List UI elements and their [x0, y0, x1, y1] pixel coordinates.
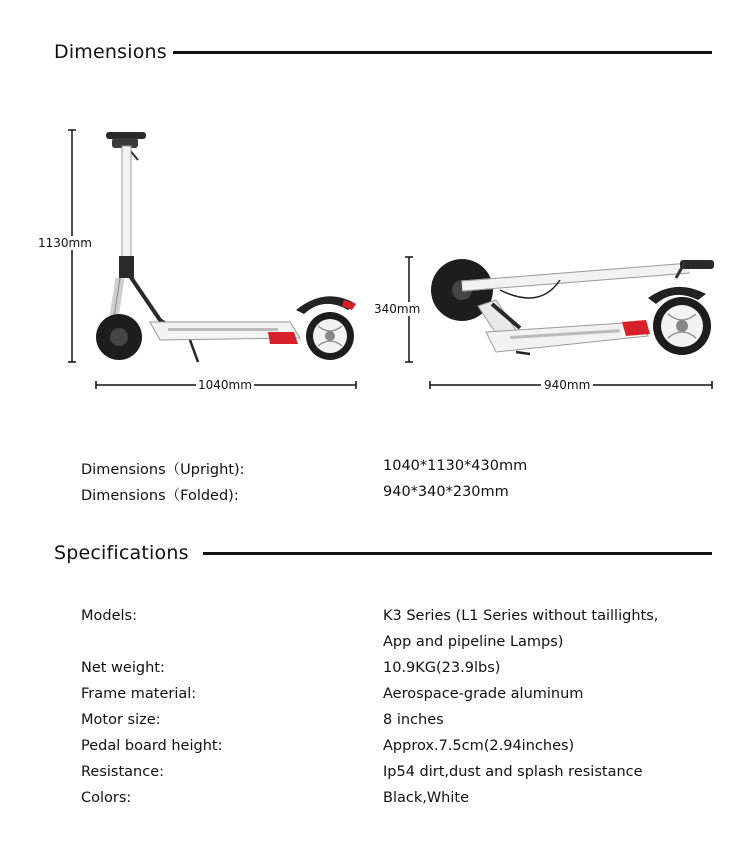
spec-row-key: Models: — [81, 608, 137, 624]
spec-row-value: Ip54 dirt,dust and splash resistance — [383, 764, 643, 780]
spec-row-value: 10.9KG(23.9lbs) — [383, 660, 501, 676]
spec-row-key: Pedal board height: — [81, 738, 223, 754]
spec-row-value: K3 Series (L1 Series without taillights, — [383, 608, 659, 624]
spec-row-value: Approx.7.5cm(2.94inches) — [383, 738, 575, 754]
height-folded-label: 340mm — [374, 302, 421, 316]
spec-row-key: Net weight: — [81, 660, 165, 676]
specifications-title-rule — [203, 552, 712, 555]
spec-row-key: Motor size: — [81, 712, 161, 728]
scooter-dimension-figure — [0, 100, 750, 410]
length-upright-label: 1040mm — [198, 378, 252, 392]
spec-row-value: Black,White — [383, 790, 470, 806]
dimensions-section-header — [54, 41, 712, 63]
height-upright-label: 1130mm — [38, 236, 92, 250]
spec-row-value: 8 inches — [383, 712, 444, 728]
dimension-row-value: 1040*1130*430mm — [383, 458, 528, 474]
upright-scooter-image — [68, 130, 356, 389]
dimension-row-key: Dimensions（Folded): — [81, 488, 239, 504]
dimension-row-value: 940*340*230mm — [383, 484, 509, 500]
dimension-row-key: Dimensions（Upright): — [81, 462, 245, 478]
specifications-section-header — [54, 542, 712, 564]
folded-scooter-image — [405, 257, 714, 389]
length-folded-label: 940mm — [541, 378, 593, 392]
specifications-title: Specifications — [54, 542, 189, 564]
scooter-illustration — [0, 100, 750, 410]
spec-row-value-continued: App and pipeline Lamps) — [383, 634, 564, 650]
dimensions-title: Dimensions — [54, 41, 167, 63]
spec-row-value: Aerospace-grade aluminum — [383, 686, 584, 702]
spec-row-key: Colors: — [81, 790, 132, 806]
spec-row-key: Frame material: — [81, 686, 197, 702]
dimensions-title-rule — [173, 51, 712, 54]
spec-row-key: Resistance: — [81, 764, 165, 780]
